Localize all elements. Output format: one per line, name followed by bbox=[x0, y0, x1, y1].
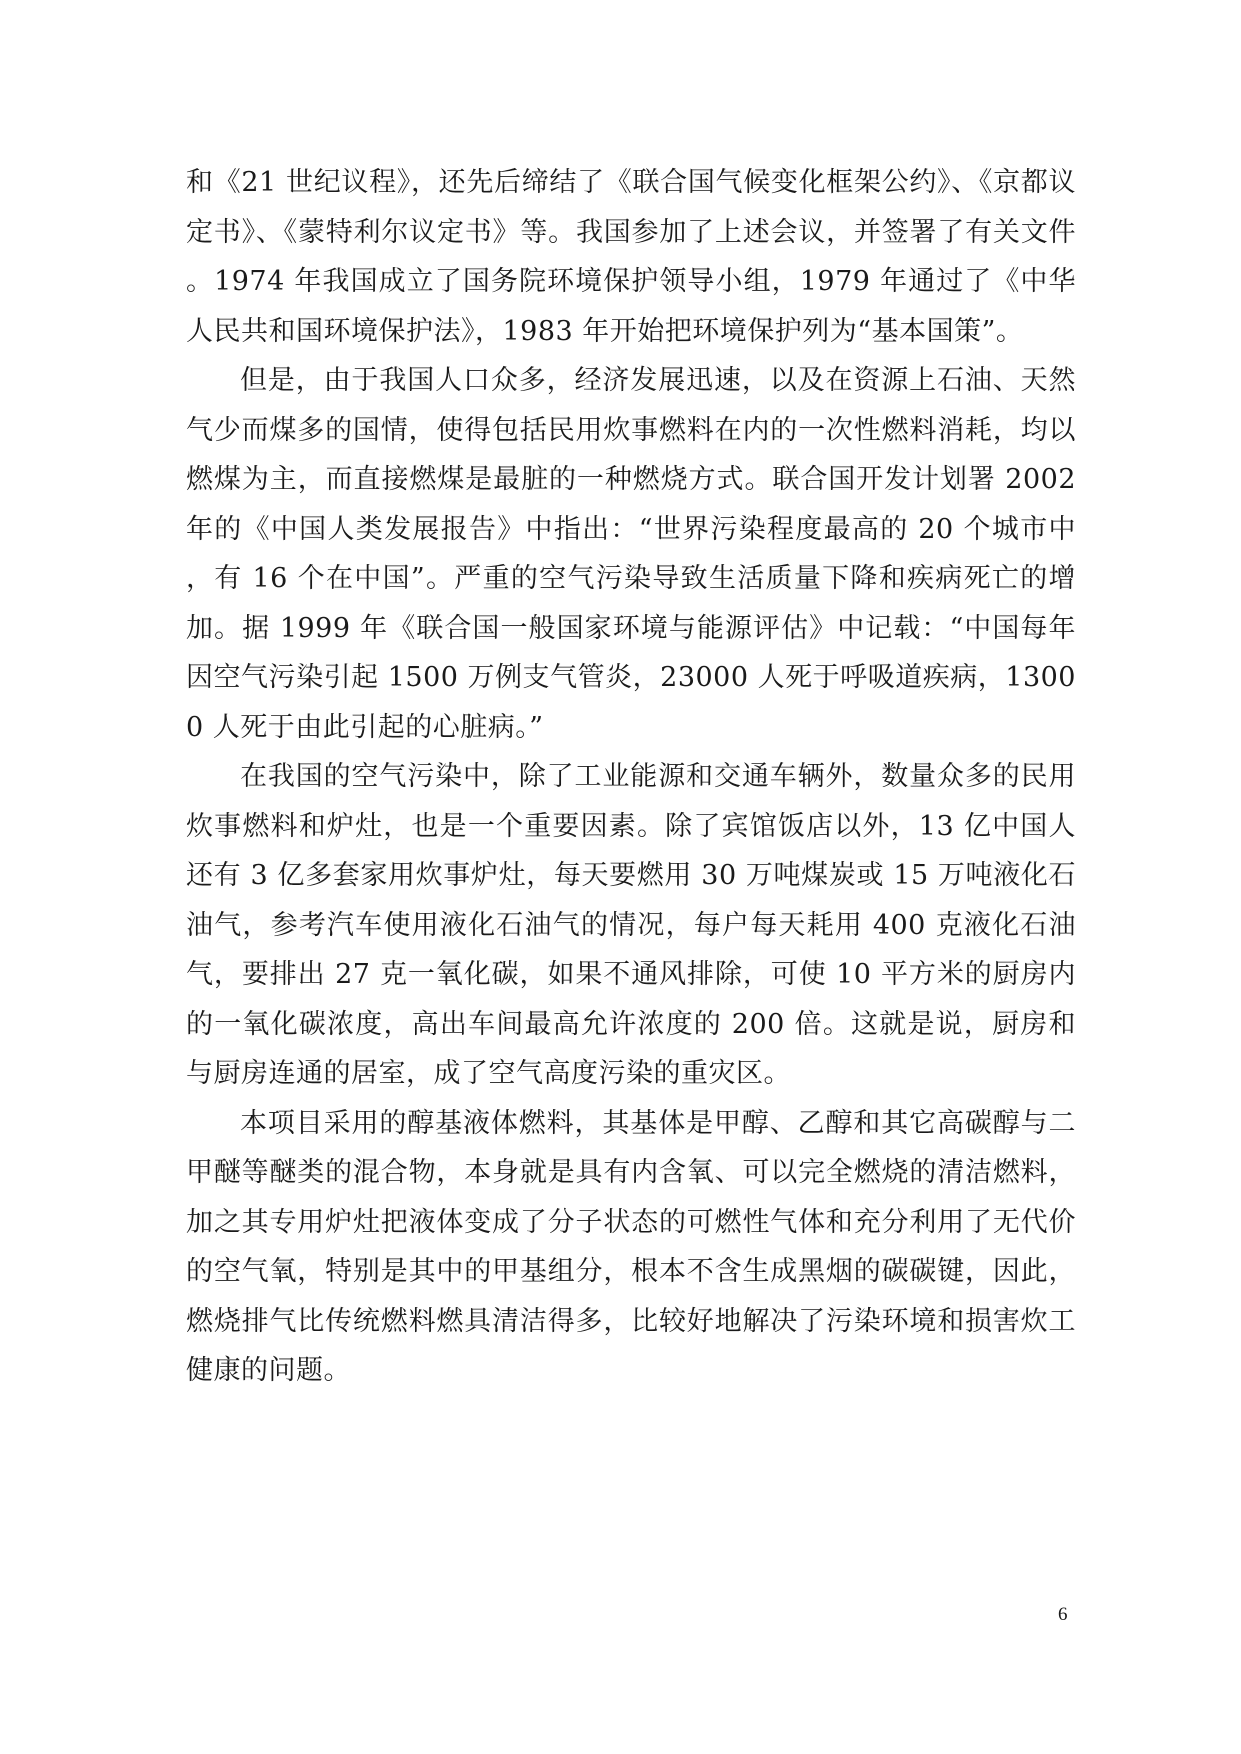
paragraph-4: 本项目采用的醇基液体燃料，其基体是甲醇、乙醇和其它高碳醇与二甲醚等醚类的混合物，本身就是具有内含氧、可以完全燃烧的清洁燃料，加之其专用炉灶把液体变成了分子状态的可燃性气体和充分利用了无代价的空气氧，特别是其中的甲基组分，根本不含生成黑烟的碳碳键，因此，燃烧排气比传统燃料燃具清洁得多，比较好地解决了污染环境和损害炊工健康的问题。 bbox=[186, 1107, 1076, 1386]
paragraph-3: 在我国的空气污染中，除了工业能源和交通车辆外，数量众多的民用炊事燃料和炉灶，也是一个重要因素。除了宾馆饭店以外，13 亿中国人还有 3 亿多套家用炊事炉灶，每天要燃用 30 万吨煤炭或 15 万吨液化石油气，参考汽车使用液化石油气的情况，每户每天耗用 400 克液化石油气，要排出 27 克一氧化碳，如果不通风排除，可使 10 平方米的厨房内的一氧化碳浓度，高出车间最高允许浓度的 200 倍。这就是说，厨房和与厨房连通的居室，成了空气高度污染的重灾区。 bbox=[186, 761, 1076, 1089]
paragraph-2: 但是，由于我国人口众多，经济发展迅速，以及在资源上石油、天然气少而煤多的国情，使得包括民用炊事燃料在内的一次性燃料消耗，均以燃煤为主，而直接燃煤是最脏的一种燃烧方式。联合国开发计划署 2002 年的《中国人类发展报告》中指出：“世界污染程度最高的 20 个城市中，有 16 个在中国”。严重的空气污染导致生活质量下降和疾病死亡的增加。据 1999 年《联合国一般国家环境与能源评估》中记载：“中国每年因空气污染引起 1500 万例支气管炎，23000 人死于呼吸道疾病，13000 人死于由此引起的心脏病。” bbox=[186, 365, 1076, 743]
page-number: 6 bbox=[1058, 1604, 1068, 1625]
paragraph-1: 和《21 世纪议程》，还先后缔结了《联合国气候变化框架公约》、《京都议定书》、《蒙特利尔议定书》等。我国参加了上述会议，并签署了有关文件。1974 年我国成立了国务院环境保护领导小组，1979 年通过了《中华人民共和国环境保护法》，1983 年开始把环境保护列为“基本国策”。 bbox=[186, 167, 1076, 347]
document-body bbox=[186, 158, 1076, 1396]
